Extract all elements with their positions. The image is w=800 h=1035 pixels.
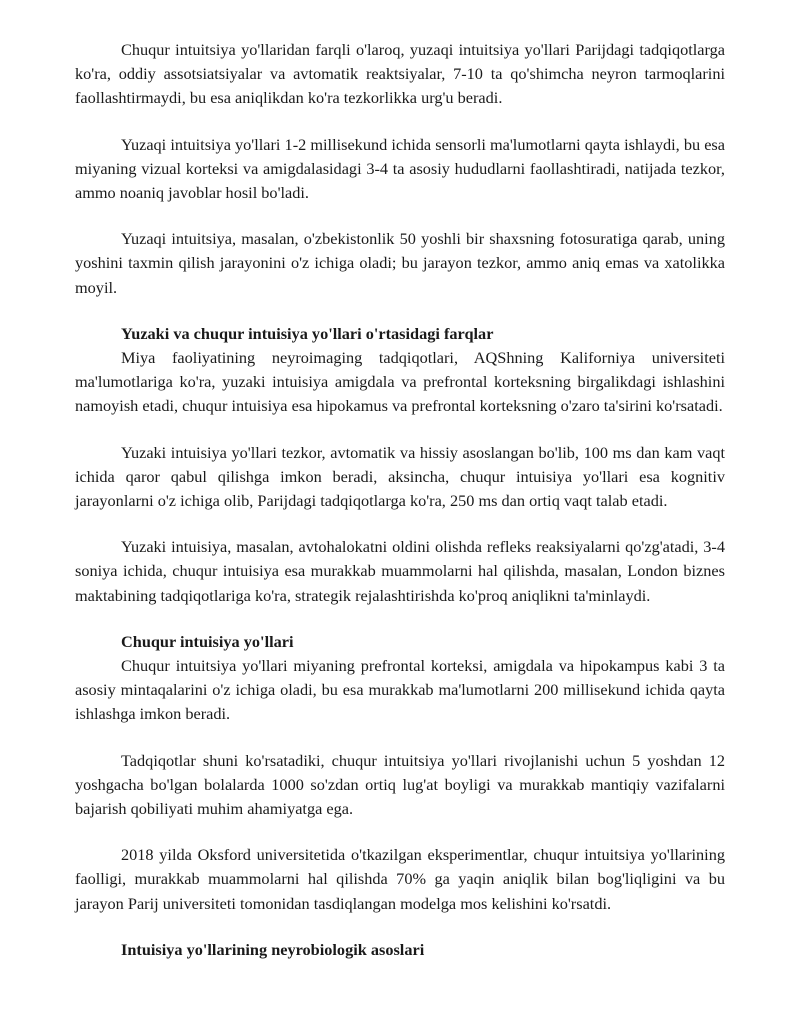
paragraph-speed-comparison: Yuzaki intuisiya yo'llari tezkor, avtomatik va hissiy asoslangan bo'lib, 100 ms dan kam vaqt ichida qaror qabul qilishga imkon beradi, aksincha, chuqur intuisiya yo'llari esa kognitiv jarayonlarni o'z ichiga olib, Parijdagi tadqiqotlarga ko'ra, 250 ms dan ortiq vaqt talab etadi.: [75, 442, 725, 511]
section-heading-deep-intuition: Chuqur intuisiya yo'llari: [121, 631, 294, 651]
paragraph-neuroimaging: Miya faoliyatining neyroimaging tadqiqotlari, AQShning Kaliforniya universiteti ma'lumotlariga ko'ra, yuzaki intuisiya amigdala va prefrontal korteksning birgalikdagi ishlashini namoyish etadi, chuqur intuisiya esa hipokamus va prefrontal korteksning o'zaro ta'sirini ko'rsatadi.: [75, 348, 725, 416]
section-heading-neurobiology: Intuisiya yo'llarining neyrobiologik asoslari: [121, 939, 425, 959]
paragraph-surface-example: Yuzaqi intuitsiya, masalan, o'zbekistonlik 50 yoshli bir shaxsning fotosuratiga qarab, uning yoshini taxmin qilish jarayonini o'z ichiga oladi; bu jarayon tezkor, ammo aniq emas va xatolikka moyil.: [75, 229, 725, 297]
document-page: [75, 38, 725, 962]
paragraph-reflex-example: Yuzaki intuisiya, masalan, avtohalokatni oldini olishda refleks reaksiyalarni qo'zg'atadi, 3-4 soniya ichida, chuqur intuisiya esa murakkab muammolarni hal qilishda, masalan, London biznes maktabining tadqiqotlariga ko'ra, strategik rejalashtirishda ko'proq aniqlikni ta'minlaydi.: [75, 537, 725, 605]
paragraph-brain-regions: Chuqur intuitsiya yo'llari miyaning prefrontal korteksi, amigdala va hipokampus kabi 3 ta asosiy mintaqalarini o'z ichiga oladi, bu esa murakkab ma'lumotlarni 200 millisekund ichida qayta ishlashga imkon beradi.: [75, 656, 725, 724]
paragraph-oxford-experiments: 2018 yilda Oksford universitetida o'tkazilgan eksperimentlar, chuqur intuitsiya yo'llarining faolligi, murakkab muammolarni hal qilishda 70% ga yaqin aniqlik bilan bog'liqligini va bu jarayon Parij universiteti tomonidan tasdiqlangan modelga mos kelishini ko'rsatdi.: [75, 845, 725, 913]
section-heading-differences: Yuzaki va chuqur intuisiya yo'llari o'rtasidagi farqlar: [121, 323, 494, 343]
paragraph-child-development: Tadqiqotlar shuni ko'rsatadiki, chuqur intuitsiya yo'llari rivojlanishi uchun 5 yoshdan 12 yoshgacha bo'lgan bolalarda 1000 so'zdan ortiq lug'at boyligi va murakkab mantiqiy vazifalarni bajarish qobiliyati muhim ahamiyatga ega.: [75, 750, 725, 819]
paragraph-surface-processing: Yuzaqi intuitsiya yo'llari 1-2 millisekund ichida sensorli ma'lumotlarni qayta ishlaydi, bu esa miyaning vizual korteksi va amigdalasidagi 3-4 ta asosiy hududlarni faollashtiradi, natijada tezkor, ammo noaniq javoblar hosil bo'ladi.: [75, 134, 725, 203]
paragraph-surface-vs-deep: Chuqur intuitsiya yo'llaridan farqli o'laroq, yuzaqi intuitsiya yo'llari Parijdagi tadqiqotlarga ko'ra, oddiy assotsiatsiyalar va avtomatik reaktsiyalar, 7-10 ta qo'shimcha neyron tarmoqlarini faollashtirmaydi, bu esa aniqlikdan ko'ra tezkorlikka urg'u beradi.: [75, 40, 725, 108]
